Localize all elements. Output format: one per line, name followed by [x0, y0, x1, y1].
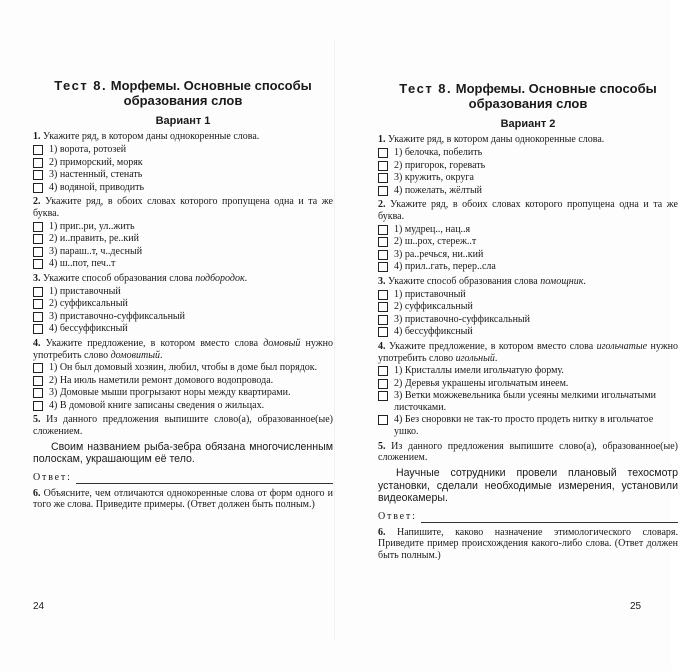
checkbox[interactable]	[378, 186, 388, 196]
checkbox[interactable]	[33, 299, 43, 309]
variant-heading: Вариант 1	[155, 114, 211, 127]
option[interactable]: 3) параш..т, ч..десный	[33, 246, 333, 258]
question-3: 3. Укажите способ образования слова помощник.	[378, 275, 586, 287]
checkbox[interactable]	[33, 363, 43, 373]
page-number-right: 25	[630, 601, 642, 612]
variant-heading: Вариант 2	[500, 117, 556, 130]
title-line2: образования слов	[468, 96, 588, 112]
answer-line[interactable]	[76, 475, 333, 484]
question-4: 4. Укажите предложение, в котором вместо слова домовый нужно употребить слово домовитый.	[33, 337, 334, 361]
option[interactable]: 2) суффиксальный	[378, 301, 678, 313]
option[interactable]: 4) Без сноровки не так-то просто продеть нитку в игольчатое ушко.	[378, 414, 678, 437]
checkbox[interactable]	[33, 401, 43, 411]
checkbox[interactable]	[378, 379, 388, 389]
question-2: 2. Укажите ряд, в обоих словах которого пропущена одна и та же буква.	[378, 199, 678, 222]
option[interactable]: 2) приморский, моряк	[33, 157, 333, 169]
question-2: 2. Укажите ряд, в обоих словах которого пропущена одна и та же буква.	[33, 196, 333, 219]
option[interactable]: 4) бессуффиксный	[33, 323, 333, 335]
checkbox[interactable]	[378, 250, 388, 260]
option[interactable]: 1) Он был домовый хозяин, любил, чтобы в доме был порядок.	[33, 362, 333, 374]
target-word: помощник	[540, 275, 584, 287]
question-1-options	[33, 144, 333, 193]
checkbox[interactable]	[378, 366, 388, 376]
option[interactable]: 4) В домовой книге записаны сведения о жильцах.	[33, 400, 333, 412]
option[interactable]: 2) На июль наметили ремонт домового водопровода.	[33, 375, 333, 387]
test-number: Тест 8.	[54, 78, 108, 93]
question-1-options	[378, 147, 678, 196]
option[interactable]: 2) Деревья украшены игольчатым инеем.	[378, 378, 678, 390]
question-3-options	[378, 289, 678, 338]
option[interactable]: 1) приставочный	[33, 286, 333, 298]
option[interactable]: 1) ворота, ротозей	[33, 144, 333, 156]
question-6: 6. Объясните, чем отличаются однокоренные слова от форм одного и того же слова. Приведите примеры. (Ответ должен быть полным.)	[33, 487, 333, 511]
option[interactable]: 2) и..править, ре..кий	[33, 233, 333, 245]
checkbox[interactable]	[378, 415, 388, 425]
checkbox[interactable]	[33, 247, 43, 257]
title-text: Морфемы. Основные способы	[110, 78, 312, 93]
option[interactable]: 3) ра..речься, ни..кий	[378, 249, 678, 261]
checkbox[interactable]	[378, 315, 388, 325]
test-title	[378, 81, 678, 112]
checkbox[interactable]	[33, 183, 43, 193]
test-title	[33, 78, 333, 109]
option[interactable]: 1) мудрец.., нац..я	[378, 224, 678, 236]
question-1: 1. Укажите ряд, в котором даны однокоренные слова.	[33, 131, 260, 143]
checkbox[interactable]	[33, 312, 43, 322]
answer-line[interactable]	[421, 514, 678, 523]
option[interactable]: 1) приставочный	[378, 289, 678, 301]
checkbox[interactable]	[378, 148, 388, 158]
checkbox[interactable]	[33, 234, 43, 244]
checkbox[interactable]	[378, 237, 388, 247]
option[interactable]: 3) приставочно-суффиксальный	[378, 314, 678, 326]
option[interactable]: 3) настенный, стенать	[33, 169, 333, 181]
checkbox[interactable]	[33, 222, 43, 232]
title-line2: образования слов	[123, 93, 243, 109]
checkbox[interactable]	[378, 225, 388, 235]
question-1: 1. Укажите ряд, в котором даны однокоренные слова.	[378, 134, 605, 146]
answer-label: Ответ:	[33, 472, 72, 484]
question-3: 3. Укажите способ образования слова подбородок.	[33, 272, 248, 284]
checkbox[interactable]	[378, 262, 388, 272]
checkbox[interactable]	[33, 324, 43, 334]
question-4-options	[33, 362, 333, 411]
option[interactable]: 3) Ветки можжевельника были усеяны мелкими игольчатыми листочками.	[378, 390, 678, 413]
question-4: 4. Укажите предложение, в котором вместо слова игольчатые нужно употребить слово игольный.	[378, 340, 678, 364]
question-5: 5. Из данного предложения выпишите слово(а), образованное(ые) сложением.	[33, 414, 333, 438]
option[interactable]: 4) пожелать, жёлтый	[378, 185, 678, 197]
option[interactable]: 4) прил..гать, перер..сла	[378, 261, 678, 273]
option[interactable]: 1) приг..ри, ул..жить	[33, 221, 333, 233]
option[interactable]: 3) кружить, округа	[378, 172, 678, 184]
left-page	[33, 0, 333, 512]
passage: Научные сотрудники провели плановый техосмотр установки, сделали необходимые измерения, установили видеокамеры.	[378, 466, 678, 505]
option[interactable]: 2) пригорок, горевать	[378, 160, 678, 172]
checkbox[interactable]	[33, 259, 43, 269]
checkbox[interactable]	[33, 170, 43, 180]
checkbox[interactable]	[33, 158, 43, 168]
page-gutter	[334, 40, 335, 640]
option[interactable]: 3) Домовые мыши прогрызают норы между квартирами.	[33, 387, 333, 399]
question-5: 5. Из данного предложения выпишите слово(а), образованное(ые) сложением.	[378, 440, 678, 464]
option[interactable]: 4) ш..пот, печ..т	[33, 258, 333, 270]
checkbox[interactable]	[33, 388, 43, 398]
answer-field[interactable]	[378, 511, 678, 523]
answer-label: Ответ:	[378, 510, 417, 522]
option[interactable]: 1) белочка, побелить	[378, 147, 678, 159]
question-2-options	[33, 221, 333, 270]
passage: Своим названием рыба-зебра обязана многочисленным полоскам, украшающим её тело.	[33, 440, 333, 466]
checkbox[interactable]	[33, 145, 43, 155]
question-6: 6. Напишите, каково назначение этимологического словаря. Приведите пример происхождения какого-либо слова. (Ответ должен быть полным.)	[378, 526, 678, 561]
checkbox[interactable]	[378, 327, 388, 337]
checkbox[interactable]	[378, 391, 388, 401]
checkbox[interactable]	[33, 287, 43, 297]
option[interactable]: 1) Кристаллы имели игольчатую форму.	[378, 365, 678, 377]
page-number-left: 24	[33, 601, 45, 612]
checkbox[interactable]	[378, 173, 388, 183]
option[interactable]: 3) приставочно-суффиксальный	[33, 311, 333, 323]
answer-field[interactable]	[33, 472, 333, 484]
question-3-options	[33, 286, 333, 335]
question-2-options	[378, 224, 678, 273]
title-text: Морфемы. Основные способы	[455, 81, 657, 96]
option[interactable]: 2) ш..рох, стереж..т	[378, 236, 678, 248]
checkbox[interactable]	[378, 161, 388, 171]
option[interactable]: 4) водяной, приводить	[33, 182, 333, 194]
checkbox[interactable]	[378, 290, 388, 300]
checkbox[interactable]	[33, 376, 43, 386]
option[interactable]: 2) суффиксальный	[33, 298, 333, 310]
checkbox[interactable]	[378, 302, 388, 312]
test-number: Тест 8.	[399, 81, 453, 96]
question-4-options	[378, 365, 678, 438]
option[interactable]: 4) бессуффиксный	[378, 326, 678, 338]
target-word: подбородок	[195, 272, 245, 284]
right-page	[378, 0, 678, 562]
